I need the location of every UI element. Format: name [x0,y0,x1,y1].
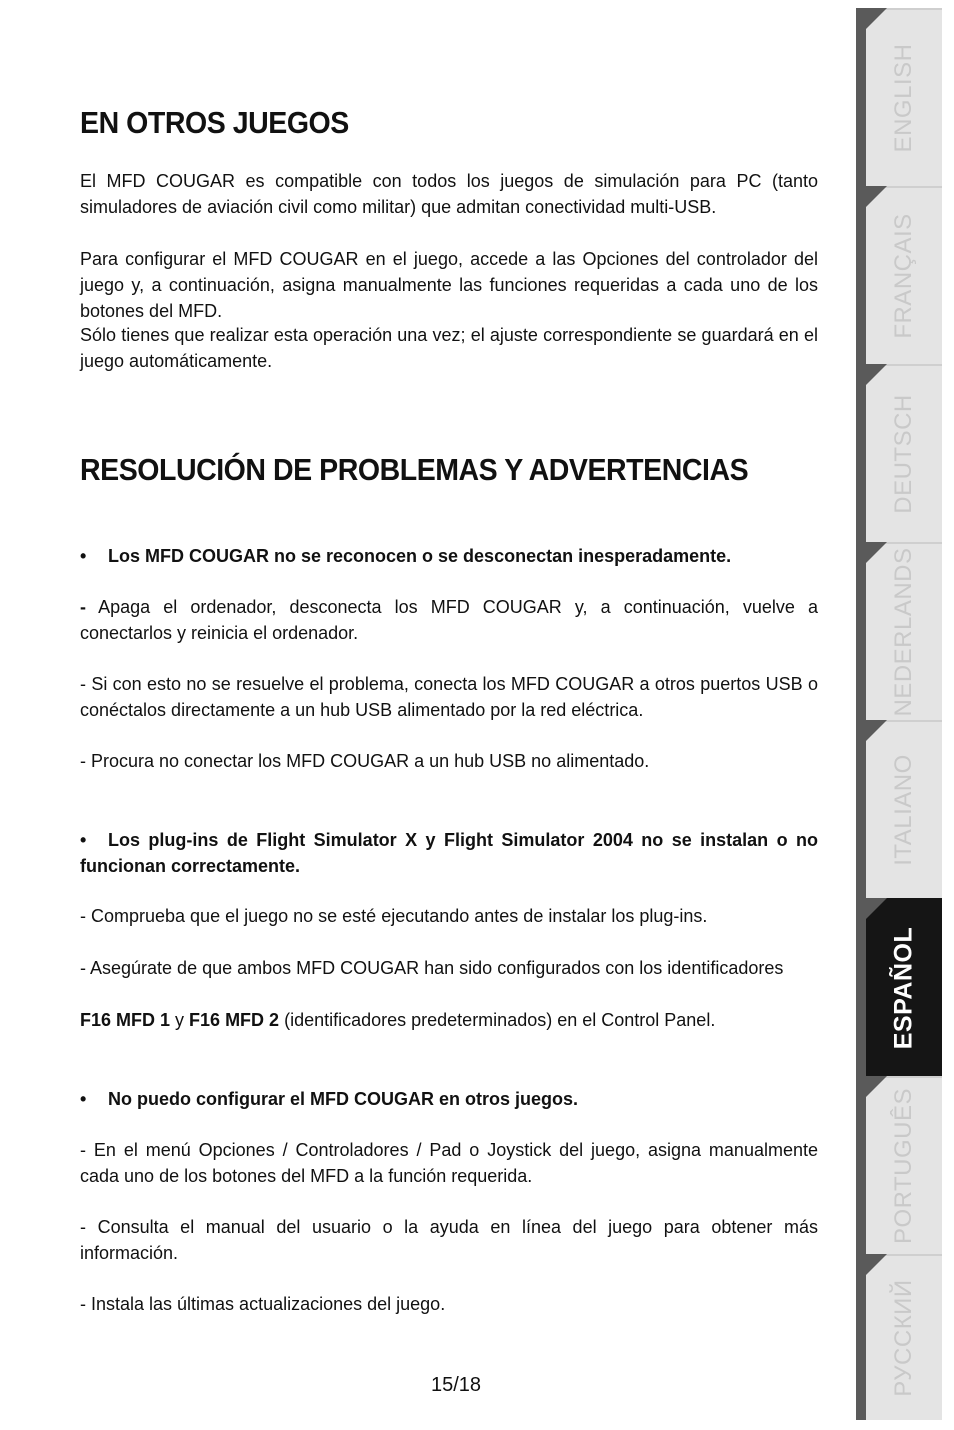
bullet: • [80,1089,87,1109]
tab-nederlands[interactable]: NEDERLANDS [866,542,942,720]
issue-heading: • Los plug-ins de Flight Simulator X y Flight Simulator 2004 no se instalan o no funcionan correctamente. [80,827,818,879]
paragraph: - Consulta el manual del usuario o la ayuda en línea del juego para obtener más información. [80,1217,818,1263]
tab-italiano[interactable]: ITALIANO [866,720,942,898]
paragraph: - Apaga el ordenador, desconecta los MFD COUGAR y, a continuación, vuelve a conectarlos y reinicia el ordenador. [80,597,818,643]
paragraph: - Comprueba que el juego no se esté ejecutando antes de instalar los plug-ins. [80,906,708,926]
page-number: 15/18 [430,1374,482,1396]
dash: - [80,597,86,617]
section-title-otros-juegos: EN OTROS JUEGOS [80,105,349,140]
tab-portugues[interactable]: PORTUGUÊS [866,1076,942,1254]
identifier: F16 MFD 1 [80,1010,171,1030]
tab-english[interactable]: ENGLISH [866,8,942,186]
issue-heading: • Los MFD COUGAR no se reconocen o se desconectan inesperadamente. [80,543,818,569]
paragraph: - En el menú Opciones / Controladores / Pad o Joystick del juego, asigna manualmente cada uno de los botones del MFD a la función requerida. [80,1140,818,1186]
identifier: F16 MFD 2 [189,1010,280,1030]
language-tabs [856,8,942,1420]
tab-espanol[interactable]: ESPAÑOL [866,898,942,1076]
paragraph: - Instala las últimas actualizaciones del juego. [80,1294,446,1314]
tab-francais[interactable]: FRANÇAIS [866,186,942,364]
paragraph: Sólo tienes que realizar esta operación una vez; el ajuste correspondiente se guardará en el juego automáticamente. [80,325,818,371]
bullet: • [80,830,87,850]
bullet: • [80,546,87,566]
paragraph: - Si con esto no se resuelve el problema, conecta los MFD COUGAR a otros puertos USB o conéctalos directamente a un hub USB alimentado por la red eléctrica. [80,674,818,720]
tab-russian[interactable]: РУССКИЙ [866,1254,942,1420]
section-title-problemas: RESOLUCIÓN DE PROBLEMAS Y ADVERTENCIAS [80,452,749,487]
tab-deutsch[interactable]: DEUTSCH [866,364,942,542]
paragraph: F16 MFD 1 y F16 MFD 2 (identificadores predeterminados) en el Control Panel. [80,1010,716,1030]
paragraph: El MFD COUGAR es compatible con todos los juegos de simulación para PC (tanto simuladores de aviación civil como militar) que admitan conectividad multi-USB. [80,171,818,217]
paragraph: - Procura no conectar los MFD COUGAR a un hub USB no alimentado. [80,751,650,771]
paragraph: Para configurar el MFD COUGAR en el juego, accede a las Opciones del controlador del juego y, a continuación, asigna manualmente las funciones requeridas a cada uno de los botones del MFD. [80,249,818,321]
paragraph: - Asegúrate de que ambos MFD COUGAR han sido configurados con los identificadores [80,958,784,978]
issue-heading: • No puedo configurar el MFD COUGAR en otros juegos. [80,1086,818,1112]
